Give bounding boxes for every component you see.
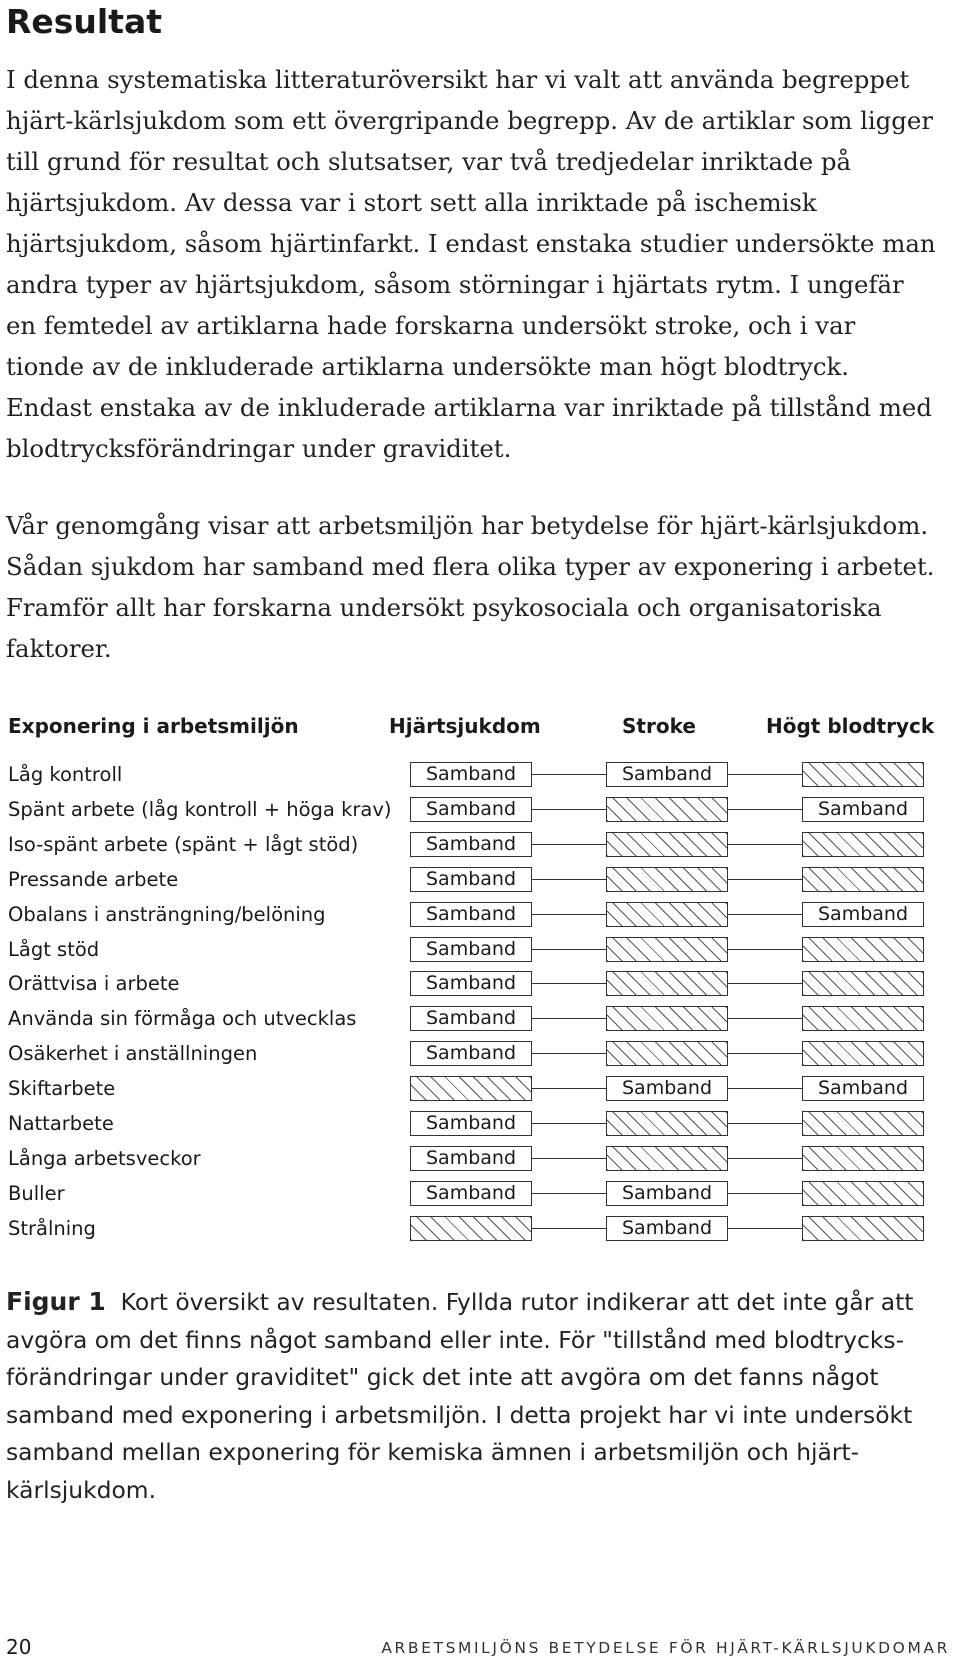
samband-cell: Samband bbox=[606, 1181, 728, 1206]
undetermined-cell bbox=[410, 1216, 532, 1241]
row-connector-line bbox=[728, 1018, 802, 1019]
samband-cell: Samband bbox=[802, 902, 924, 927]
running-footer-title: ARBETSMILJÖNS BETYDELSE FÖR HJÄRT-KÄRLSJUKDOMAR bbox=[381, 1639, 950, 1657]
exposure-label: Obalans i ansträngning/belöning bbox=[8, 902, 326, 926]
section-heading: Resultat bbox=[6, 2, 163, 41]
row-connector-line bbox=[532, 983, 606, 984]
undetermined-cell bbox=[606, 1006, 728, 1031]
row-connector-line bbox=[532, 774, 606, 775]
row-connector-line bbox=[728, 1158, 802, 1159]
exposure-label: Pressande arbete bbox=[8, 867, 179, 891]
exposure-label: Spänt arbete (låg kontroll + höga krav) bbox=[8, 797, 392, 821]
row-connector-line bbox=[532, 1088, 606, 1089]
row-connector-line bbox=[728, 879, 802, 880]
samband-cell: Samband bbox=[802, 1076, 924, 1101]
column-header-heart-disease: Hjärtsjukdom bbox=[389, 714, 541, 738]
undetermined-cell bbox=[802, 832, 924, 857]
samband-cell: Samband bbox=[410, 1006, 532, 1031]
body-paragraph-2: Vår genomgång visar att arbetsmiljön har betydelse för hjärt-kärlsjukdom. Sådan sjukdom har samband med flera olika typer av exponering i arbetet. Framför allt har forskarna undersökt psykosociala och organisatoriska faktorer. bbox=[6, 511, 935, 663]
undetermined-cell bbox=[802, 937, 924, 962]
row-connector-line bbox=[728, 1228, 802, 1229]
undetermined-cell bbox=[410, 1076, 532, 1101]
column-header-exposure: Exponering i arbetsmiljön bbox=[8, 714, 299, 738]
exposure-label: Lågt stöd bbox=[8, 937, 100, 961]
row-connector-line bbox=[728, 1053, 802, 1054]
samband-cell: Samband bbox=[410, 1181, 532, 1206]
undetermined-cell bbox=[802, 971, 924, 996]
samband-cell: Samband bbox=[802, 797, 924, 822]
row-connector-line bbox=[532, 1158, 606, 1159]
row-connector-line bbox=[728, 1193, 802, 1194]
samband-cell: Samband bbox=[410, 797, 532, 822]
exposure-label: Iso-spänt arbete (spänt + lågt stöd) bbox=[8, 832, 359, 856]
undetermined-cell bbox=[606, 971, 728, 996]
undetermined-cell bbox=[802, 1216, 924, 1241]
undetermined-cell bbox=[606, 1111, 728, 1136]
undetermined-cell bbox=[606, 1041, 728, 1066]
samband-cell: Samband bbox=[410, 902, 532, 927]
row-connector-line bbox=[728, 774, 802, 775]
exposure-label: Osäkerhet i anställningen bbox=[8, 1042, 258, 1066]
exposure-label: Låg kontroll bbox=[8, 763, 123, 786]
undetermined-cell bbox=[606, 797, 728, 822]
row-connector-line bbox=[532, 914, 606, 915]
row-connector-line bbox=[728, 1123, 802, 1124]
figure-caption-text: Kort översikt av resultaten. Fyllda rutor indikerar att det inte går att avgöra om det finns något samband eller inte. För "tillstånd med blodtrycksförändringar under graviditet" gick det inte att avgöra om det fanns något samband med exponering i arbetsmiljön. I detta projekt har vi inte undersökt samband mellan exponering för kemiska ämnen i arbetsmiljön och hjärtkärlsjukdom. bbox=[6, 1288, 914, 1504]
exposure-label: Buller bbox=[8, 1181, 65, 1205]
undetermined-cell bbox=[802, 1041, 924, 1066]
exposure-label: Orättvisa i arbete bbox=[8, 972, 180, 996]
column-header-stroke: Stroke bbox=[622, 714, 696, 738]
undetermined-cell bbox=[802, 1146, 924, 1171]
samband-cell: Samband bbox=[410, 971, 532, 996]
undetermined-cell bbox=[802, 1111, 924, 1136]
exposure-label: Långa arbetsveckor bbox=[8, 1146, 201, 1170]
row-connector-line bbox=[532, 1228, 606, 1229]
samband-cell: Samband bbox=[410, 1111, 532, 1136]
page-number: 20 bbox=[6, 1635, 32, 1659]
samband-cell: Samband bbox=[410, 762, 532, 787]
row-connector-line bbox=[532, 879, 606, 880]
row-connector-line bbox=[532, 949, 606, 950]
samband-cell: Samband bbox=[606, 1216, 728, 1241]
figure-caption bbox=[6, 1283, 950, 1509]
row-connector-line bbox=[728, 844, 802, 845]
undetermined-cell bbox=[606, 867, 728, 892]
column-header-high-blood-pressure: Högt blodtryck bbox=[766, 714, 935, 738]
samband-cell: Samband bbox=[410, 1041, 532, 1066]
row-connector-line bbox=[532, 844, 606, 845]
samband-cell: Samband bbox=[410, 867, 532, 892]
samband-cell: Samband bbox=[410, 1146, 532, 1171]
row-connector-line bbox=[532, 809, 606, 810]
undetermined-cell bbox=[802, 1181, 924, 1206]
exposure-label: Strålning bbox=[8, 1216, 96, 1240]
row-connector-line bbox=[532, 1018, 606, 1019]
undetermined-cell bbox=[802, 1006, 924, 1031]
row-connector-line bbox=[728, 914, 802, 915]
undetermined-cell bbox=[802, 762, 924, 787]
exposure-label: Nattarbete bbox=[8, 1112, 114, 1135]
row-connector-line bbox=[532, 1053, 606, 1054]
row-connector-line bbox=[532, 1123, 606, 1124]
undetermined-cell bbox=[606, 832, 728, 857]
row-connector-line bbox=[728, 949, 802, 950]
exposure-label: Skiftarbete bbox=[8, 1077, 116, 1101]
body-paragraph-1: I denna systematiska litteraturöversikt har vi valt att använda begreppet hjärt-kärlsjukdom som ett övergripande begrepp. Av de artiklar som ligger till grund för resultat och slutsatser, var två tredjedelar inriktade på hjärtsjukdom. Av dessa var i stort sett alla inriktade på ischemisk hjärtsjukdom, såsom hjärtinfarkt. I endast enstaka studier undersökte man andra typer av hjärtsjukdom, såsom störningar i hjärtats rytm. I ungefär en femtedel av artiklarna hade forskarna undersökt stroke, och i var tionde av de inkluderade artiklarna undersökte man högt blodtryck. Endast enstaka av de inkluderade artiklarna var inriktade på tillstånd med blodtrycksförändringar under graviditet. bbox=[6, 65, 936, 463]
undetermined-cell bbox=[606, 902, 728, 927]
samband-cell: Samband bbox=[410, 832, 532, 857]
exposure-label: Använda sin förmåga och utvecklas bbox=[8, 1007, 357, 1031]
row-connector-line bbox=[728, 809, 802, 810]
undetermined-cell bbox=[802, 867, 924, 892]
samband-cell: Samband bbox=[606, 1076, 728, 1101]
row-connector-line bbox=[728, 1088, 802, 1089]
undetermined-cell bbox=[606, 1146, 728, 1171]
undetermined-cell bbox=[606, 937, 728, 962]
row-connector-line bbox=[728, 983, 802, 984]
samband-cell: Samband bbox=[606, 762, 728, 787]
samband-cell: Samband bbox=[410, 937, 532, 962]
row-connector-line bbox=[532, 1193, 606, 1194]
figure-label: Figur 1 bbox=[6, 1287, 106, 1316]
